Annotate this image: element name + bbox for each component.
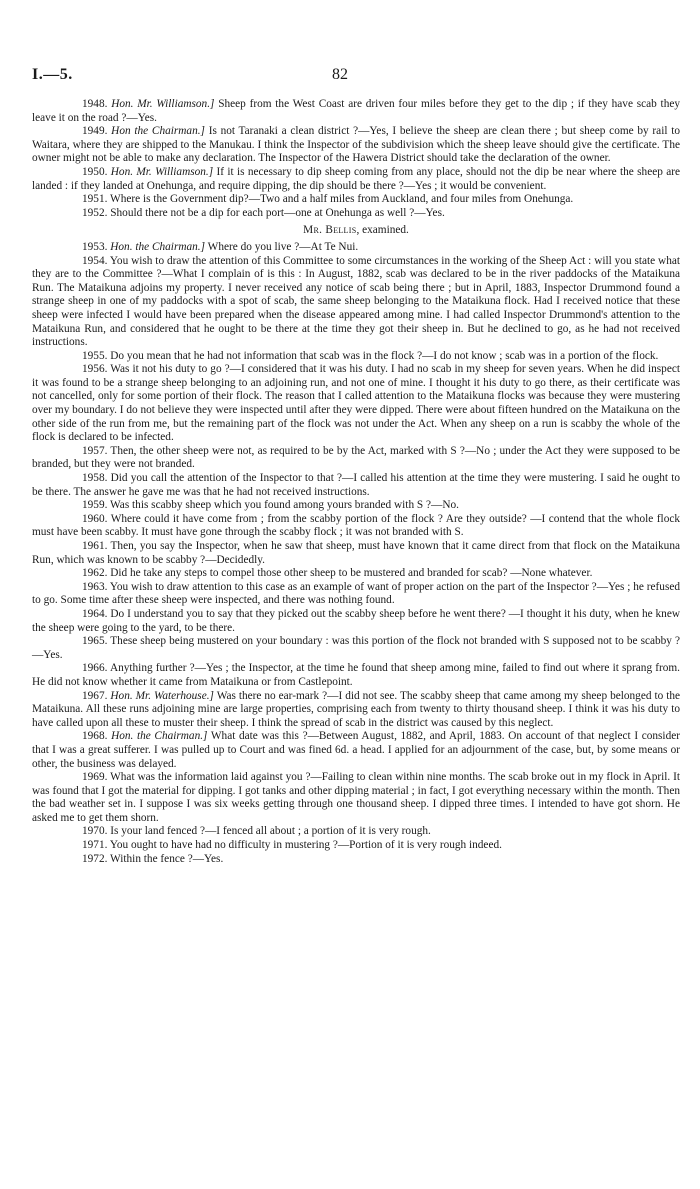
question-paragraph bbox=[32, 825, 680, 839]
page-number: 82 bbox=[332, 66, 348, 83]
question-text: These sheep being mustered on your boundary : was this portion of the flock not branded with S supposed not to be scabby ?—Yes. bbox=[32, 635, 681, 661]
question-paragraph bbox=[32, 499, 680, 513]
question-text: What was the information laid against you ?—Failing to clean within nine months. The scab broke out in my flock in April. It was found that I got the material for dipping. I got tanks and other dipping material ; in fact, I got everything necessary within the month. Then the bad weather set in. I suppose I was six weeks getting through one thousand sheep. I dipped three times. I intended to have got shorn. He asked me to get them shorn. bbox=[32, 771, 681, 824]
question-text: Was there no ear-mark ?—I did not see. The scabby sheep that came among my sheep belonged to the Mataikuna. All these runs adjoining mine are large properties, comprising each from twenty to thirty thousand sheep. I think it was his duty to have called upon all these to muster their sheep. I think the spread of scab in the district was caused by this neglect. bbox=[32, 689, 680, 729]
question-paragraph bbox=[32, 350, 680, 364]
speaker-label: Hon the Chairman.] bbox=[111, 125, 205, 138]
question-paragraph bbox=[32, 635, 680, 662]
paper-reference: I.—5. bbox=[32, 66, 73, 83]
testimony-block-bellis bbox=[32, 241, 680, 866]
speaker-label: Hon. Mr. Waterhouse.] bbox=[110, 689, 214, 702]
question-number: 1960. bbox=[82, 512, 108, 525]
question-paragraph bbox=[32, 472, 680, 499]
question-paragraph bbox=[32, 540, 680, 567]
question-paragraph bbox=[32, 207, 680, 221]
question-number: 1972. bbox=[82, 852, 108, 865]
question-text: Did you call the attention of the Inspector to that ?—I called his attention at the time they were mustering. I said he ought to be there. The answer he gave me was that he had not received instructions. bbox=[32, 472, 681, 498]
question-number: 1961. bbox=[82, 540, 108, 552]
question-paragraph bbox=[32, 581, 680, 608]
question-number: 1953. bbox=[82, 240, 108, 253]
question-text: What date was this ?—Between August, 1882, and April, 1883. On account of that neglect I consider that I was a great sufferer. I was pulled up to Court and was fined 6d. a head. I applied for an adjournment of the case, but, by some means or other, the business was delayed. bbox=[32, 730, 680, 770]
question-text: Do I understand you to say that they picked out the scabby sheep before he went there? —I thought it his duty, when he knew the sheep were going to the yard, to be there. bbox=[32, 607, 680, 634]
question-number: 1967. bbox=[82, 689, 108, 702]
question-paragraph bbox=[32, 853, 680, 867]
question-paragraph bbox=[32, 771, 680, 825]
question-paragraph bbox=[32, 166, 680, 193]
question-paragraph bbox=[32, 363, 680, 445]
question-number: 1968. bbox=[82, 730, 108, 743]
question-text: You wish to draw attention to this case as an example of want of proper action on the part of the Inspector ?—Yes ; he refused to go. Some time after these sheep were inspected, and there was nothing found. bbox=[32, 580, 681, 607]
question-text: Was it not his duty to go ?—I considered that it was his duty. I had no scab in my sheep for seven years. When he did inspect it was found to be a strange sheep belonging to an adjoining run, and not one of mine. I thought it his duty to go there, as their certificate was not cancelled, only for some portion of their flock. The reason that I called attention to the Mataikuna flocks was because they were mustering over my boundary. I do not believe they were inspected until after they were dipped. There were about fifteen hundred on the Mataikuna on the other side of the run from me, but the remaining part of the flock was not under the Act. When any sheep on a run is scabby the whole of the flock is declared to be infected. bbox=[32, 363, 680, 444]
question-number: 1965. bbox=[82, 635, 108, 648]
question-text: Where is the Government dip?—Two and a half miles from Auckland, and four miles from Onehunga. bbox=[110, 193, 574, 206]
question-text: Sheep from the West Coast are driven four miles before they get to the dip ; if they have scab they leave it on the road ?—Yes. bbox=[32, 98, 681, 124]
question-text: Do you mean that he had not information that scab was in the flock ?—I do not know ; scab was in a portion of the flock. bbox=[110, 349, 659, 362]
question-text: Where do you live ?—At Te Nui. bbox=[205, 240, 359, 253]
question-number: 1948. bbox=[82, 98, 108, 110]
question-number: 1969. bbox=[82, 771, 108, 784]
question-paragraph bbox=[32, 662, 680, 689]
question-paragraph bbox=[32, 839, 680, 853]
question-number: 1955. bbox=[82, 349, 108, 362]
question-number: 1952. bbox=[82, 206, 108, 219]
question-number: 1958. bbox=[82, 472, 108, 485]
question-paragraph bbox=[32, 98, 680, 125]
question-text: Anything further ?—Yes ; the Inspector, at the time he found that sheep among mine, failed to find out where it sprang from. He did not know whether it came from Mataikuna or from Castlepoint. bbox=[32, 662, 681, 688]
testimony-block-williamson bbox=[32, 98, 680, 220]
question-paragraph bbox=[32, 730, 680, 771]
question-number: 1963. bbox=[82, 580, 108, 593]
question-text: Is not Taranaki a clean district ?—Yes, I believe the sheep are clean there ; but sheep come by rail to Waitara, where they are shipped to the Manukau. I think the Inspector of the subdivision which the sheep leave should give the certificate. The owner might not be able to make any declaration. The Inspector of the Hawera District should take the declaration of the owner. bbox=[32, 125, 680, 165]
question-text: You wish to draw the attention of this Committee to some circumstances in the working of the Sheep Act : will you state what they are to the Committee ?—What I complain of is this : In August, 1882, scab was declared to be in the river paddocks of the Mataikuna Run. The Mataikuna adjoins my property. I never received any notice of scab being there ; but in April, 1883, Inspector Drummond found a strange sheep in one of my paddocks with a spot of scab, the same sheep belonging to the Mataikuna flock. Had I received notice that these sheep were infected I would have been prepared when the disease appeared among mine. I had called Inspector Drummond's attention to the Mataikuna Run, and considered that he ought to be there at the time they got their sheep in. But he declined to go, as he had not received instructions. bbox=[32, 254, 681, 349]
question-number: 1966. bbox=[82, 662, 108, 675]
speaker-label: Hon. the Chairman.] bbox=[110, 240, 206, 253]
question-number: 1970. bbox=[82, 825, 108, 838]
question-text: Was this scabby sheep which you found among yours branded with S ?—No. bbox=[110, 499, 459, 512]
question-number: 1949. bbox=[82, 125, 108, 138]
document-page bbox=[32, 68, 680, 866]
witness-heading bbox=[32, 224, 680, 238]
question-text: Then, you say the Inspector, when he saw that sheep, must have known that it came direct from that flock on the Mataikuna Run, which was known to be scabby ?—Decidedly. bbox=[32, 540, 680, 566]
question-paragraph bbox=[32, 445, 680, 472]
question-number: 1956. bbox=[82, 363, 108, 376]
question-text: Within the fence ?—Yes. bbox=[110, 852, 224, 865]
page-header bbox=[32, 68, 680, 90]
question-text: Should there not be a dip for each port—one at Onehunga as well ?—Yes. bbox=[110, 206, 445, 219]
question-text: Then, the other sheep were not, as required to be by the Act, marked with S ?—No ; under the Act they were supposed to be branded, but they were not branded. bbox=[32, 444, 680, 471]
question-text: You ought to have had no difficulty in mustering ?—Portion of it is very rough indeed. bbox=[109, 839, 502, 852]
question-paragraph bbox=[32, 690, 680, 731]
question-number: 1964. bbox=[82, 607, 108, 620]
question-paragraph bbox=[32, 567, 680, 581]
question-number: 1962. bbox=[82, 567, 108, 580]
question-text: Did he take any steps to compel those other sheep to be mustered and branded for scab? —None whatever. bbox=[110, 567, 593, 580]
witness-heading-suffix: , examined. bbox=[356, 224, 409, 237]
question-number: 1959. bbox=[82, 499, 108, 512]
speaker-label: Hon. Mr. Williamson.] bbox=[111, 98, 215, 110]
speaker-label: Hon. the Chairman.] bbox=[111, 730, 208, 743]
speaker-label: Hon. Mr. Williamson.] bbox=[110, 165, 214, 178]
question-paragraph bbox=[32, 241, 680, 255]
witness-name: Mr. Bellis bbox=[303, 224, 357, 237]
question-text: If it is necessary to dip sheep coming from any place, should not the dip be near where the sheep are landed : if they landed at Onehunga, and require dipping, the dip should be there ?—Yes ; it would be convenient. bbox=[32, 165, 680, 192]
question-paragraph bbox=[32, 193, 680, 207]
question-paragraph bbox=[32, 125, 680, 166]
question-text: Where could it have come from ; from the scabby portion of the flock ? Are they outside? —I contend that the whole flock must have been scabby. It must have gone through the scabby flock ; it was not branded with S. bbox=[32, 512, 681, 539]
question-paragraph bbox=[32, 255, 680, 350]
question-number: 1954. bbox=[82, 254, 108, 267]
question-number: 1971. bbox=[82, 839, 108, 852]
question-number: 1950. bbox=[82, 165, 108, 178]
question-paragraph bbox=[32, 608, 680, 635]
question-number: 1951. bbox=[82, 193, 108, 206]
question-paragraph bbox=[32, 513, 680, 540]
question-text: Is your land fenced ?—I fenced all about ; a portion of it is very rough. bbox=[110, 825, 431, 838]
question-number: 1957. bbox=[82, 444, 108, 457]
